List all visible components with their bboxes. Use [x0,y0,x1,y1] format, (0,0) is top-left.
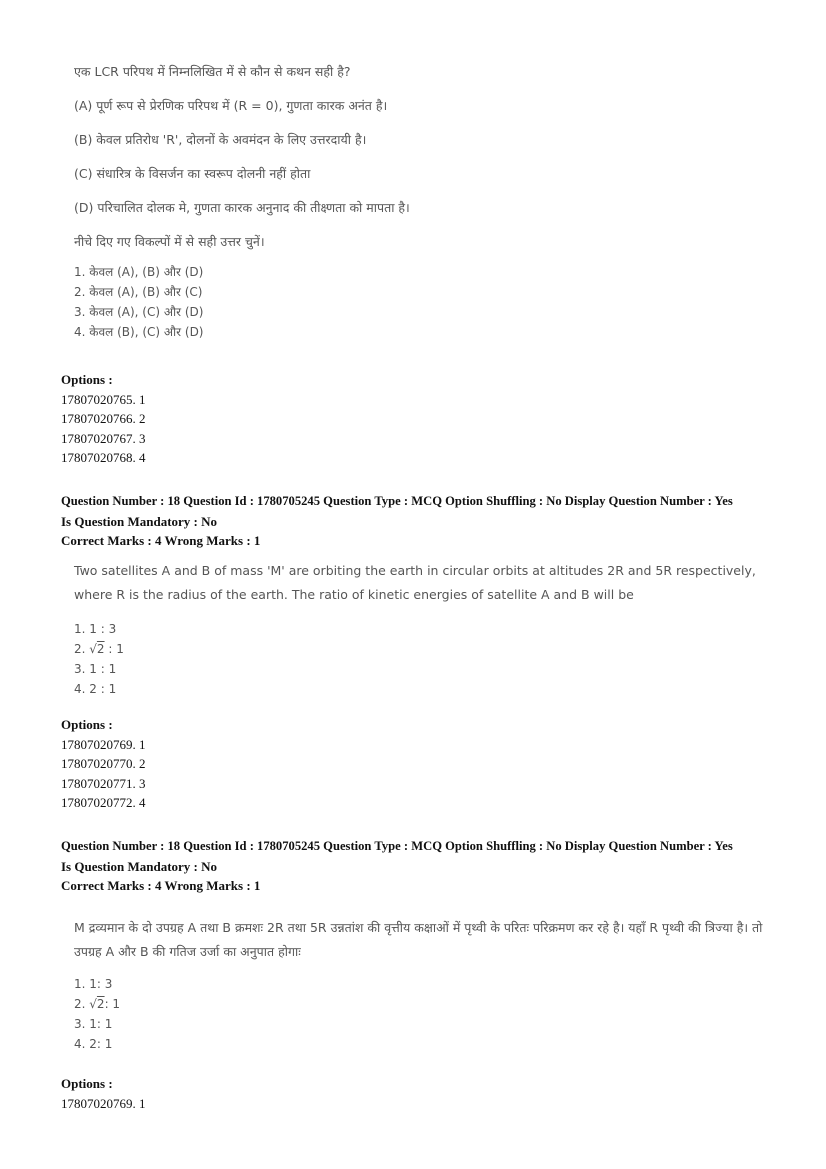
question-image-satellite-en [74,559,786,699]
question-stem: एक LCR परिपथ में निम्नलिखित में से कौन से कथन सही है? [74,64,351,79]
option-id: 17807020768. 4 [61,450,146,465]
option-id: 17807020772. 4 [61,795,146,810]
choice-1: 1. 1 : 3 [74,622,117,636]
option-id: 17807020769. 1 [61,736,146,752]
statement-b: (B) केवल प्रतिरोध 'R', दोलनों के अवमंदन के लिए उत्तरदायी है। [74,132,367,147]
question-header-2 [61,492,781,551]
question-meta: Question Number : 18 Question Id : 1780705245 Question Type : MCQ Option Shuffling : No Display Question Number : Yes [61,494,733,508]
question-meta: Question Number : 18 Question Id : 1780705245 Question Type : MCQ Option Shuffling : No Display Question Number : Yes [61,839,733,853]
options-label: Options : [61,372,113,387]
options-section-1 [61,370,146,468]
options-section-2 [61,715,146,813]
option-id: 17807020771. 3 [61,775,146,791]
choice-4: 4. केवल (B), (C) और (D) [74,325,204,339]
options-section-3 [61,1074,146,1113]
options-label: Options : [61,717,113,732]
option-id: 17807020765. 1 [61,391,146,407]
choice-3: 3. 1: 1 [74,1017,113,1031]
choice-2: 2. √2: 1 [74,997,121,1011]
marks-line: Correct Marks : 4 Wrong Marks : 1 [61,533,261,548]
question-image-satellite-hi [74,916,774,1054]
statement-c: (C) संधारित्र के विसर्जन का स्वरूप दोलनी नहीं होता [74,166,311,181]
question-image-lcr [74,64,774,342]
choice-3: 3. केवल (A), (C) और (D) [74,305,204,319]
question-header-3 [61,837,781,896]
instruction: नीचे दिए गए विकल्पों में से सही उत्तर चुनें। [74,234,265,249]
option-id: 17807020766. 2 [61,411,146,426]
statement-a: (A) पूर्ण रूप से प्रेरणिक परिपथ में (R = 0), गुणता कारक अनंत है। [74,98,388,113]
option-id: 17807020770. 2 [61,756,146,771]
option-id: 17807020769. 1 [61,1095,146,1111]
choice-2: 2. √2 : 1 [74,642,124,656]
option-id: 17807020767. 3 [61,430,146,446]
choice-3: 3. 1 : 1 [74,662,117,676]
statement-d: (D) परिचालित दोलक मे, गुणता कारक अनुनाद की तीक्ष्णता को मापता है। [74,200,410,215]
question-text: M द्रव्यमान के दो उपग्रह A तथा B क्रमशः 2R तथा 5R उन्नतांश की वृत्तीय कक्षाओं में पृथ्वी के परितः परिक्रमण कर रहे है। यहाँ R पृथ्वी की त्रिज्या है। तो उपग्रह A और B की गतिज उर्जा का अनुपात होगाः [74,920,763,959]
question-text: Two satellites A and B of mass 'M' are orbiting the earth in circular orbits at altitudes 2R and 5R respectively, where R is the radius of the earth. The ratio of kinetic energies of satellite A and B will be [74,563,756,602]
marks-line: Correct Marks : 4 Wrong Marks : 1 [61,878,261,893]
mandatory-line: Is Question Mandatory : No [61,513,218,529]
choice-1: 1. केवल (A), (B) और (D) [74,265,204,279]
choice-4: 4. 2: 1 [74,1037,113,1051]
choice-2: 2. केवल (A), (B) और (C) [74,285,203,299]
options-label: Options : [61,1076,113,1091]
mandatory-line: Is Question Mandatory : No [61,858,218,874]
choice-1: 1. 1: 3 [74,977,113,991]
choice-4: 4. 2 : 1 [74,682,117,696]
